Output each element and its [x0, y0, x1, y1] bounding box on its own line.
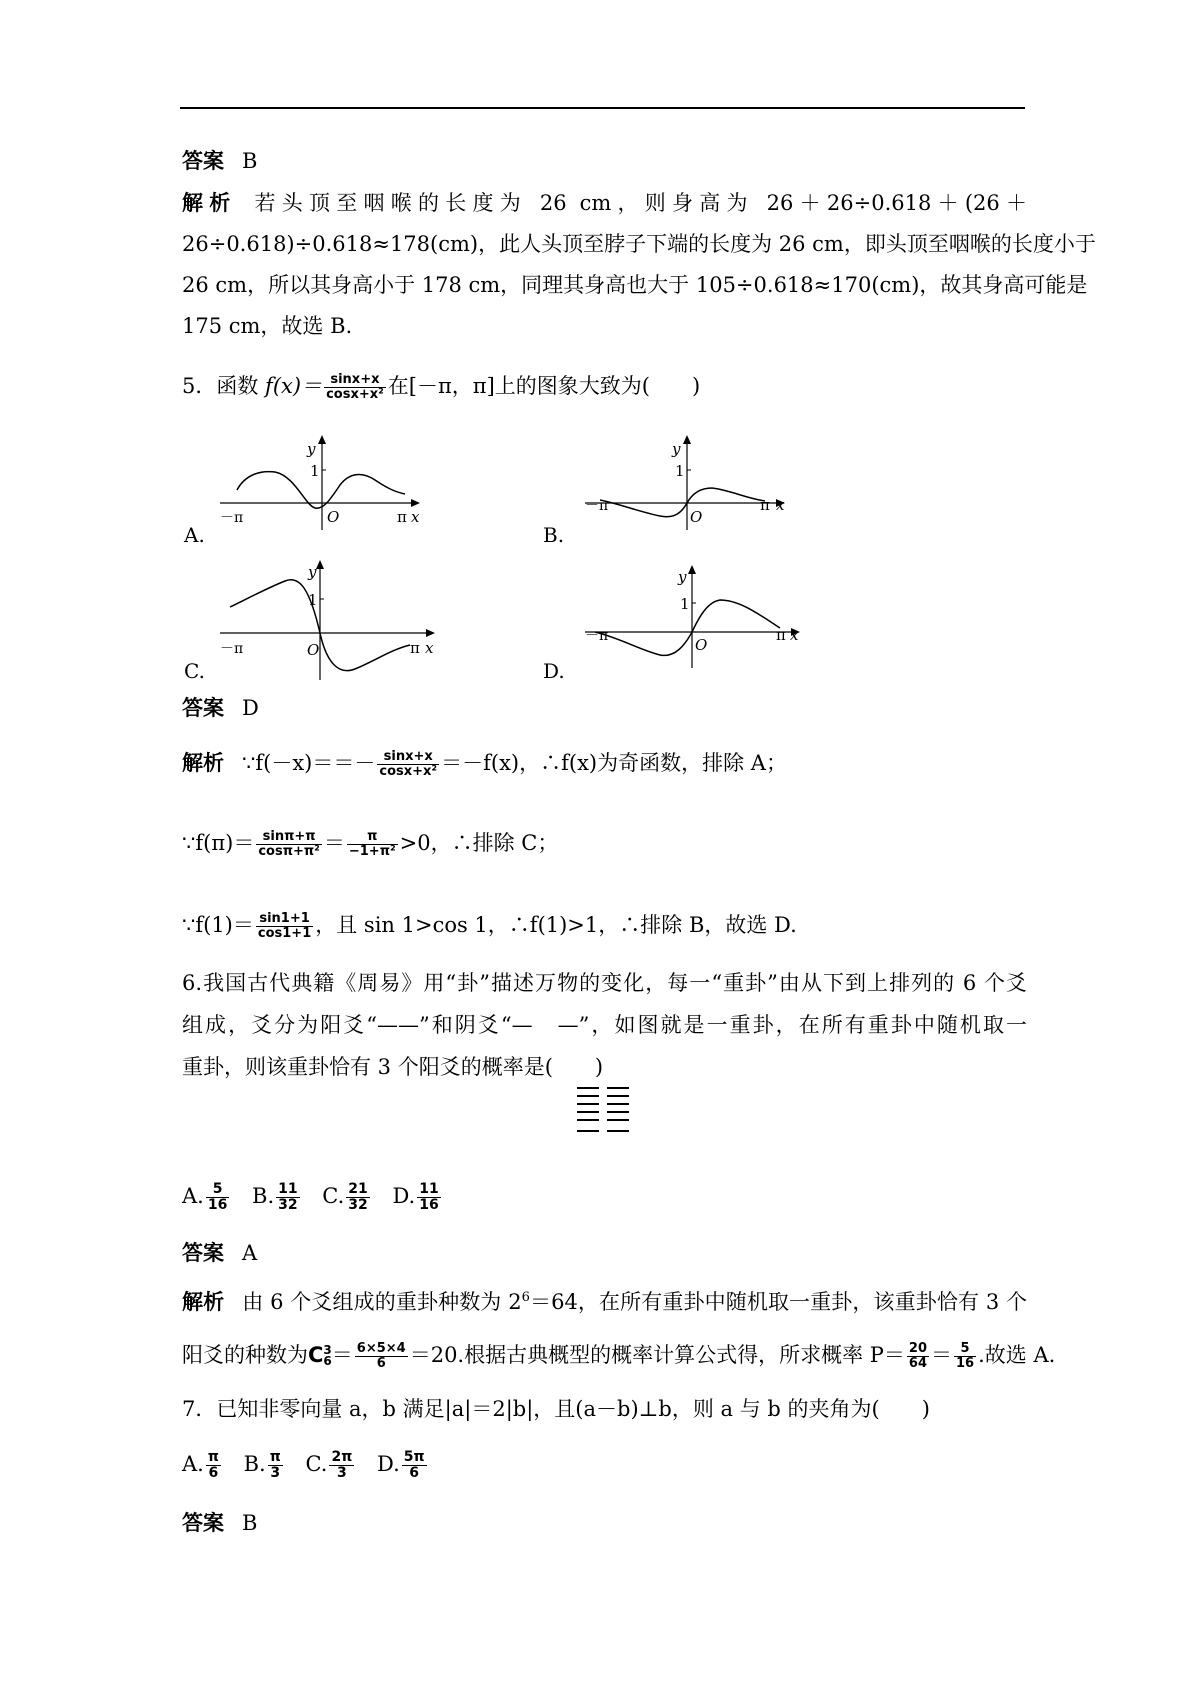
graph-a-pi-label: π: [397, 508, 407, 526]
exp2-fraction-4: $\frac{\sin 1+1}{\cos 1+1}$: [257, 911, 312, 941]
question-7: 7．已知非零向量 a，b 满足|a|＝2|b|，且(a－b)⊥b，则 a 与 b 的夹角为( ): [182, 1397, 930, 1421]
question-7-options: [182, 1450, 1027, 1480]
answer-4: 答案 B: [182, 1510, 258, 1535]
graph-a-one-label: 1: [310, 462, 320, 480]
graph-c-one-label: 1: [308, 591, 318, 609]
question-6-line-3: 重卦，则该重卦恰有 3 个阳爻的概率是( ): [182, 1055, 604, 1079]
explanation-2-line-2: ∵f(π)＝ $\frac{\sin\pi+\pi}{\text{cosπ+π²}}$ ＝ $\frac{\pi}{\text{−1+π²}}$ >0，∴排除 C；: [182, 829, 559, 859]
graph-c-x-label: x: [425, 639, 434, 657]
explanation-1-line-3: 26 cm，所以其身高小于 178 cm，同理其身高也大于 105÷0.618≈170(cm)，故其身高可能是: [182, 273, 1088, 297]
question-6-line-1: 6.我国古代典籍《周易》用“卦”描述万物的变化，每一“重卦”由从下到上排列的 6 个爻: [182, 971, 1027, 995]
graph-b: [580, 430, 790, 540]
explanation-1-line-1: 解析 若头顶至咽喉的长度为 26 cm，则身高为 26＋26÷0.618＋(26＋: [182, 190, 1027, 215]
graph-b-x-label: x: [776, 496, 785, 514]
graph-b-y-label: y: [672, 440, 681, 458]
answer-1: 答案 B: [182, 148, 258, 173]
graph-a-neg-pi-label: －π: [220, 510, 244, 526]
option-a-label: A.: [184, 523, 205, 547]
explanation-3-line-2: 阳爻的种数为C 3 6 ＝ $\frac{6\times 5\times 4}{6}$ ＝20.根据古典概型的概率计算公式得，所求概率 P＝ $\frac{20}{64}$ ＝ $\frac{5}{16}$ .故选 A.: [182, 1341, 1056, 1371]
q7-option-b[interactable]: B. $\frac{\pi}{3}$: [243, 1449, 281, 1481]
exp2-fraction-3: $\frac{\pi}{\text{−1+π²}}$: [348, 829, 396, 859]
graph-a-origin-label: O: [327, 508, 340, 526]
graph-d-origin-label: O: [695, 636, 708, 654]
graph-a-y-label: y: [307, 440, 316, 458]
graph-d: [580, 560, 805, 675]
explanation-1-line-2: 26÷0.618)÷0.618≈178(cm)，此人头顶至脖子下端的长度为 26 cm，即头顶至咽喉的长度小于: [182, 232, 1096, 256]
graph-d-neg-pi-label: －π: [585, 628, 609, 644]
option-b-label: B.: [543, 523, 565, 547]
q6-option-c[interactable]: C. $\frac{21}{32}$: [322, 1181, 368, 1213]
q6-option-a[interactable]: A. $\frac{5}{16}$: [182, 1181, 228, 1213]
explanation-1-line-4: 175 cm，故选 B.: [182, 314, 353, 338]
graph-c-y-label: y: [308, 563, 317, 581]
graph-c-pi-label: π: [410, 639, 420, 657]
graph-d-x-label: x: [790, 626, 799, 644]
combination-symbol: C 3 6: [308, 1343, 332, 1368]
question-6-options: [182, 1182, 1027, 1212]
graph-b-one-label: 1: [675, 462, 685, 480]
option-c-label: C.: [184, 659, 205, 683]
graph-a: [215, 430, 425, 540]
exp2-fraction-1: $\frac{\sin x+x}{\text{cosx+x²}}$: [379, 749, 438, 779]
answer-3: 答案 A: [182, 1240, 258, 1265]
q5-fraction: $\frac{\sin x+x}{\text{cosx+x²}}$: [326, 372, 384, 402]
header-rule: [180, 107, 1025, 109]
explanation-3-line-1: 解析 由 6 个爻组成的重卦种数为 $2^6=64$，在所有重卦中随机取一重卦，该重卦恰有 3 个: [182, 1289, 1028, 1314]
graph-c: [215, 555, 440, 685]
q7-option-a[interactable]: A. $\frac{\pi}{6}$: [182, 1449, 219, 1481]
graph-d-one-label: 1: [680, 595, 690, 613]
graph-b-neg-pi-label: －π: [585, 498, 609, 514]
graph-a-x-label: x: [411, 508, 420, 526]
option-d-label: D.: [543, 659, 565, 683]
explanation-2-line-1: 解析 ∵f(－x)＝＝－ $\frac{\sin x+x}{\text{cosx+x²}}$ ＝－f(x)，∴f(x)为奇函数，排除 A；: [182, 749, 787, 779]
answer-2: 答案 D: [182, 695, 259, 720]
graph-d-y-label: y: [678, 568, 687, 586]
hexagram-figure: [577, 1085, 631, 1135]
graph-b-origin-label: O: [690, 508, 703, 526]
explanation-2-line-3: ∵f(1)＝ $\frac{\sin 1+1}{\cos 1+1}$ ，且 sin 1>cos 1，∴f(1)>1，∴排除 B，故选 D.: [182, 911, 797, 941]
q7-option-d[interactable]: D. $\frac{5\pi}{6}$: [377, 1449, 425, 1481]
q7-option-c[interactable]: C. $\frac{2\pi}{3}$: [305, 1449, 353, 1481]
graph-c-origin-label: O: [307, 641, 320, 659]
question-5: 5．函数 f(x)＝ $\frac{\sin x+x}{\text{cosx+x²}}$ 在[－π，π]上的图象大致为( ): [182, 372, 701, 402]
graph-d-pi-label: π: [776, 626, 786, 644]
q6-option-b[interactable]: B. $\frac{11}{32}$: [252, 1181, 298, 1213]
graph-c-neg-pi-label: －π: [220, 641, 244, 657]
exp2-fraction-2: $\frac{\sin\pi+\pi}{\text{cosπ+π²}}$: [258, 829, 320, 859]
question-6-line-2: 组成，爻分为阳爻“——”和阴爻“— —”，如图就是一重卦，在所有重卦中随机取一: [182, 1013, 1027, 1037]
q6-option-d[interactable]: D. $\frac{11}{16}$: [392, 1181, 439, 1213]
graph-b-pi-label: π: [760, 496, 770, 514]
